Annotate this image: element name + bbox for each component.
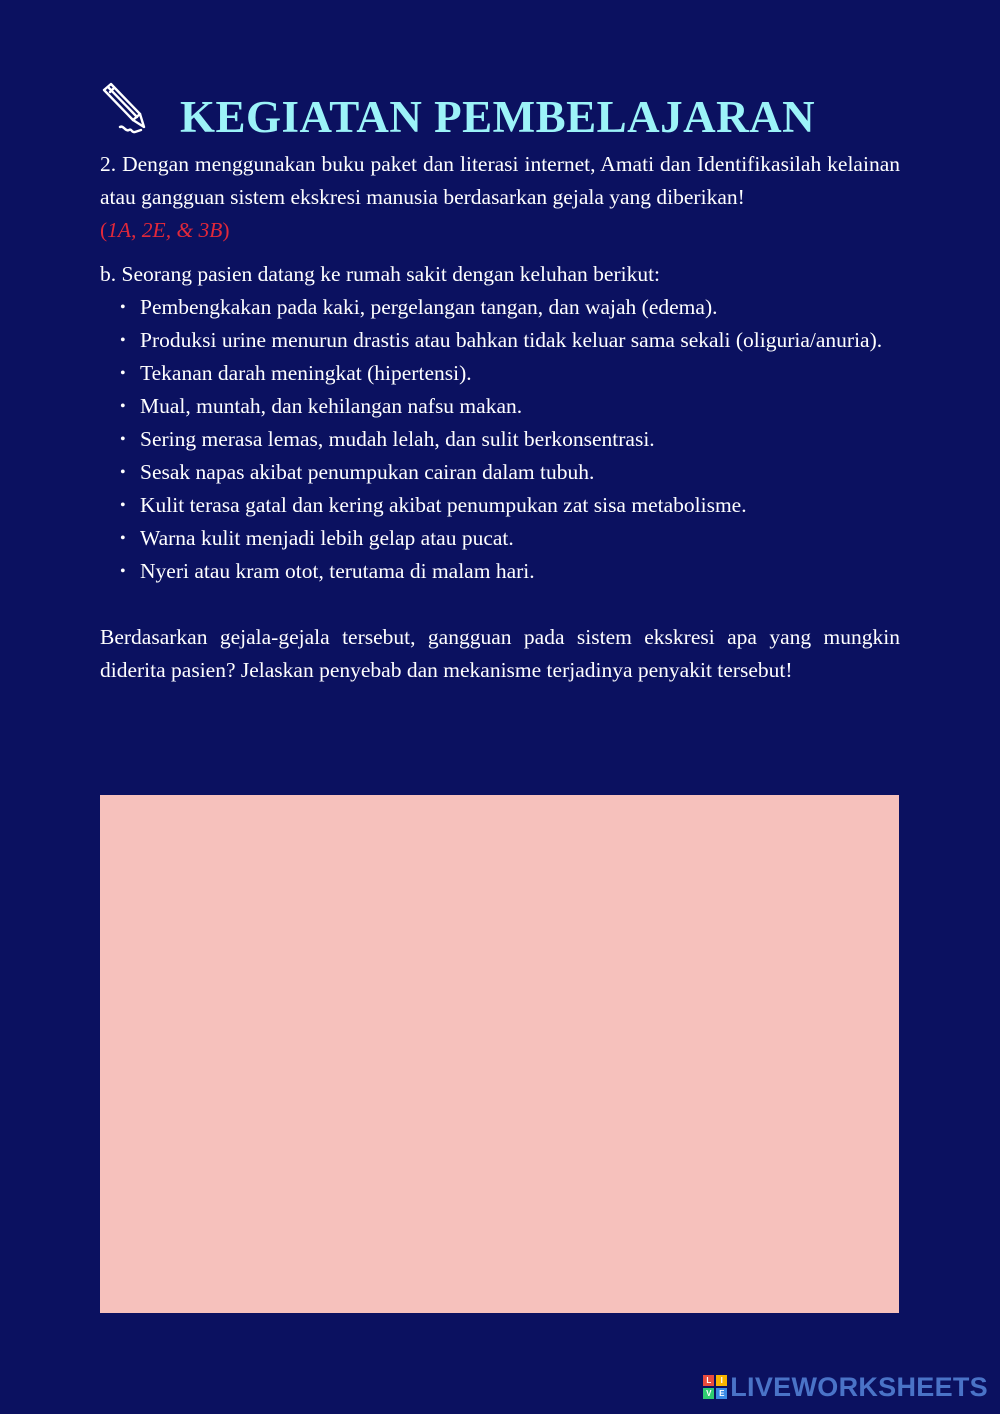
bullet-icon: •: [120, 332, 126, 349]
bullet-icon: •: [120, 365, 126, 382]
list-item: • Nyeri atau kram otot, terutama di malam hari.: [100, 555, 900, 588]
bullet-icon: •: [120, 398, 126, 415]
bullet-icon: •: [120, 299, 126, 316]
answer-input[interactable]: [100, 795, 899, 1313]
list-item: • Pembengkakan pada kaki, pergelangan tangan, dan wajah (edema).: [100, 291, 900, 324]
list-item: • Tekanan darah meningkat (hipertensi).: [100, 357, 900, 390]
case-intro: b. Seorang pasien datang ke rumah sakit dengan keluhan berikut:: [100, 262, 661, 286]
list-item: • Produksi urine menurun drastis atau bahkan tidak keluar sama sekali (oliguria/anuria).: [100, 324, 900, 357]
page-title: KEGIATAN PEMBELAJARAN: [180, 92, 816, 142]
list-item: • Warna kulit menjadi lebih gelap atau pucat.: [100, 522, 900, 555]
list-item: • Sering merasa lemas, mudah lelah, dan sulit berkonsentrasi.: [100, 423, 900, 456]
bullet-icon: •: [120, 563, 126, 580]
bullet-icon: •: [120, 464, 126, 481]
list-item: • Sesak napas akibat penumpukan cairan dalam tubuh.: [100, 456, 900, 489]
pencil-icon: [98, 82, 154, 140]
header: [98, 82, 918, 144]
bullet-icon: •: [120, 530, 126, 547]
symptom-list: [100, 291, 900, 588]
list-item: • Kulit terasa gatal dan kering akibat penumpukan zat sisa metabolisme.: [100, 489, 900, 522]
bullet-icon: •: [120, 497, 126, 514]
competency-codes-value: 1A, 2E, & 3B: [107, 218, 223, 242]
competency-codes: (1A, 2E, & 3B): [100, 218, 230, 242]
question-text: Berdasarkan gejala-gejala tersebut, gangguan pada sistem ekskresi apa yang mungkin diderita pasien? Jelaskan penyebab dan mekanisme terjadinya penyakit tersebut!: [100, 625, 900, 682]
logo-text: LIVEWORKSHEETS: [730, 1371, 988, 1402]
bullet-icon: •: [120, 431, 126, 448]
worksheet-content: [100, 148, 900, 709]
list-item: • Mual, muntah, dan kehilangan nafsu makan.: [100, 390, 900, 423]
liveworksheets-logo[interactable]: [703, 1372, 988, 1402]
instruction-text: 2. Dengan menggunakan buku paket dan literasi internet, Amati dan Identifikasilah kelainan atau gangguan sistem ekskresi manusia berdasarkan gejala yang diberikan!: [100, 152, 900, 209]
logo-mark: L I V E: [703, 1375, 727, 1399]
